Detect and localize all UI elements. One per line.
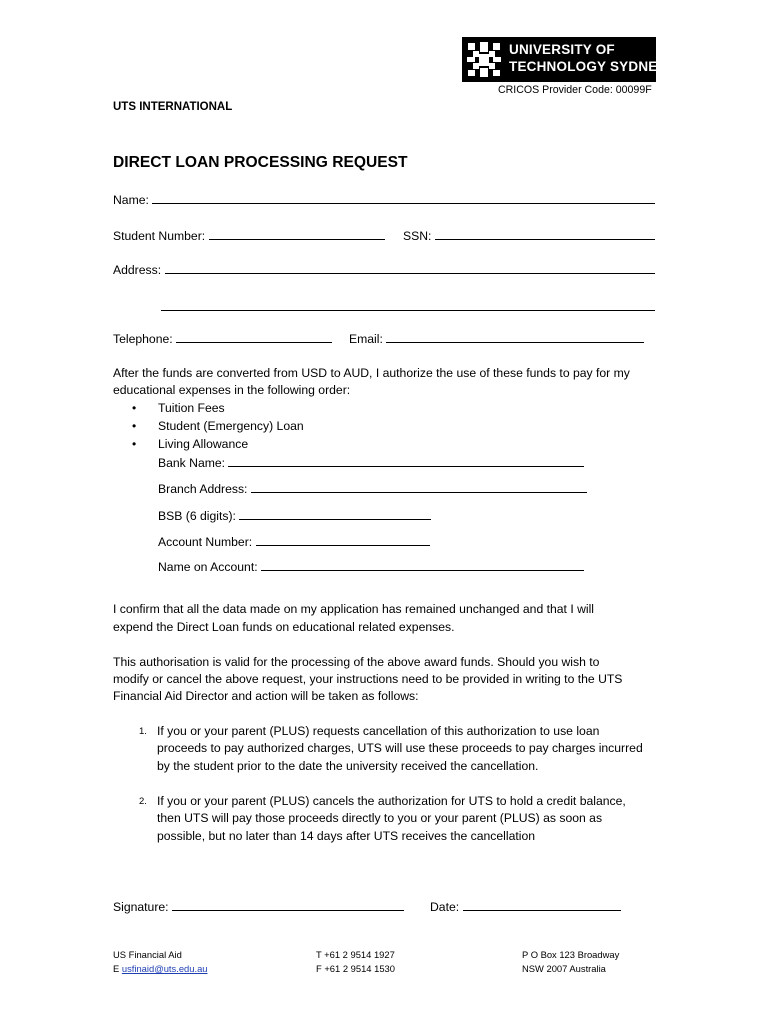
branch-address-row — [158, 480, 587, 497]
account-number-row — [158, 533, 430, 550]
bullet-icon: • — [132, 437, 137, 451]
date-row — [430, 898, 621, 915]
bsb-field[interactable] — [239, 507, 431, 520]
department-heading: UTS INTERNATIONAL — [113, 101, 233, 113]
telephone-field[interactable] — [176, 330, 332, 343]
cricos-code: CRICOS Provider Code: 00099F — [498, 84, 652, 96]
condition-number: 2. — [139, 796, 147, 807]
signature-field[interactable] — [172, 898, 404, 911]
university-name-line1: UNIVERSITY OF — [509, 42, 615, 57]
ssn-label: SSN: — [403, 229, 432, 243]
page-title: DIRECT LOAN PROCESSING REQUEST — [113, 154, 408, 171]
condition-2-line3: possible, but no later than 14 days after UTS receives the cancellation — [157, 829, 536, 843]
list-item: Living Allowance — [158, 437, 249, 451]
name-on-account-row — [158, 558, 584, 575]
name-label: Name: — [113, 193, 149, 207]
ssn-field[interactable] — [435, 227, 655, 240]
condition-1-line1: If you or your parent (PLUS) requests cancellation of this authorization to use loan — [157, 724, 600, 738]
footer-office: US Financial Aid — [113, 949, 182, 960]
uts-crest-icon — [465, 40, 503, 79]
condition-2-line1: If you or your parent (PLUS) cancels the authorization for UTS to hold a credit balance, — [157, 794, 626, 808]
footer-city: NSW 2007 Australia — [522, 963, 606, 974]
uts-logo — [462, 37, 667, 82]
telephone-label: Telephone: — [113, 332, 173, 346]
ssn-row — [403, 227, 655, 244]
email-field[interactable] — [386, 330, 644, 343]
footer-fax: F +61 2 9514 1530 — [316, 963, 395, 974]
authorization-intro-line1: After the funds are converted from USD to AUD, I authorize the use of these funds to pay for my — [113, 366, 630, 380]
name-field[interactable] — [152, 191, 655, 204]
account-number-label: Account Number: — [158, 535, 253, 549]
footer-email-link[interactable]: usfinaid@uts.edu.au — [121, 963, 208, 974]
bank-name-field[interactable] — [228, 454, 584, 467]
bank-name-row — [158, 454, 584, 471]
confirm-line1: I confirm that all the data made on my application has remained unchanged and that I will — [113, 602, 595, 616]
account-number-field[interactable] — [256, 533, 430, 546]
condition-2-line2: then UTS will pay those proceeds directly to you or your parent (PLUS) as soon as — [157, 811, 603, 825]
footer-phone: T +61 2 9514 1927 — [316, 949, 395, 960]
confirm-line2: expend the Direct Loan funds on educational related expenses. — [113, 620, 455, 634]
footer-email-row — [113, 962, 208, 976]
telephone-row — [113, 330, 332, 347]
bullet-icon: • — [132, 401, 137, 415]
signature-row — [113, 898, 404, 915]
university-name — [509, 41, 667, 75]
bsb-label: BSB (6 digits): — [158, 509, 236, 523]
address-field-line1[interactable] — [165, 261, 655, 274]
branch-address-label: Branch Address: — [158, 482, 248, 496]
email-row — [349, 330, 644, 347]
student-number-label: Student Number: — [113, 229, 206, 243]
university-name-line2: TECHNOLOGY SYDNEY — [509, 59, 667, 74]
list-item: Student (Emergency) Loan — [158, 419, 304, 433]
name-row — [113, 191, 655, 208]
condition-1-line2: proceeds to pay authorized charges, UTS will use these proceeds to pay charges incurred — [157, 741, 643, 755]
condition-1-line3: by the student prior to the date the university received the cancellation. — [157, 759, 539, 773]
name-on-account-label: Name on Account: — [158, 560, 258, 574]
footer-email-prefix: E — [113, 963, 120, 974]
email-label: Email: — [349, 332, 383, 346]
list-item: Tuition Fees — [158, 401, 225, 415]
footer-po-box: P O Box 123 Broadway — [522, 949, 620, 960]
bullet-icon: • — [132, 419, 137, 433]
signature-label: Signature: — [113, 900, 169, 914]
date-label: Date: — [430, 900, 460, 914]
student-number-row — [113, 227, 385, 244]
bank-name-label: Bank Name: — [158, 456, 226, 470]
address-label: Address: — [113, 263, 162, 277]
validity-line3: Financial Aid Director and action will be taken as follows: — [113, 689, 419, 703]
address-field-line2[interactable] — [161, 310, 655, 311]
validity-line2: modify or cancel the above request, your instructions need to be provided in writing to the UTS — [113, 672, 623, 686]
bsb-row — [158, 507, 431, 524]
condition-number: 1. — [139, 726, 147, 737]
address-row — [113, 261, 655, 278]
branch-address-field[interactable] — [251, 480, 587, 493]
authorization-intro-line2: educational expenses in the following order: — [113, 383, 351, 397]
name-on-account-field[interactable] — [261, 558, 584, 571]
date-field[interactable] — [463, 898, 621, 911]
validity-line1: This authorisation is valid for the processing of the above award funds. Should you wish to — [113, 655, 600, 669]
student-number-field[interactable] — [209, 227, 385, 240]
